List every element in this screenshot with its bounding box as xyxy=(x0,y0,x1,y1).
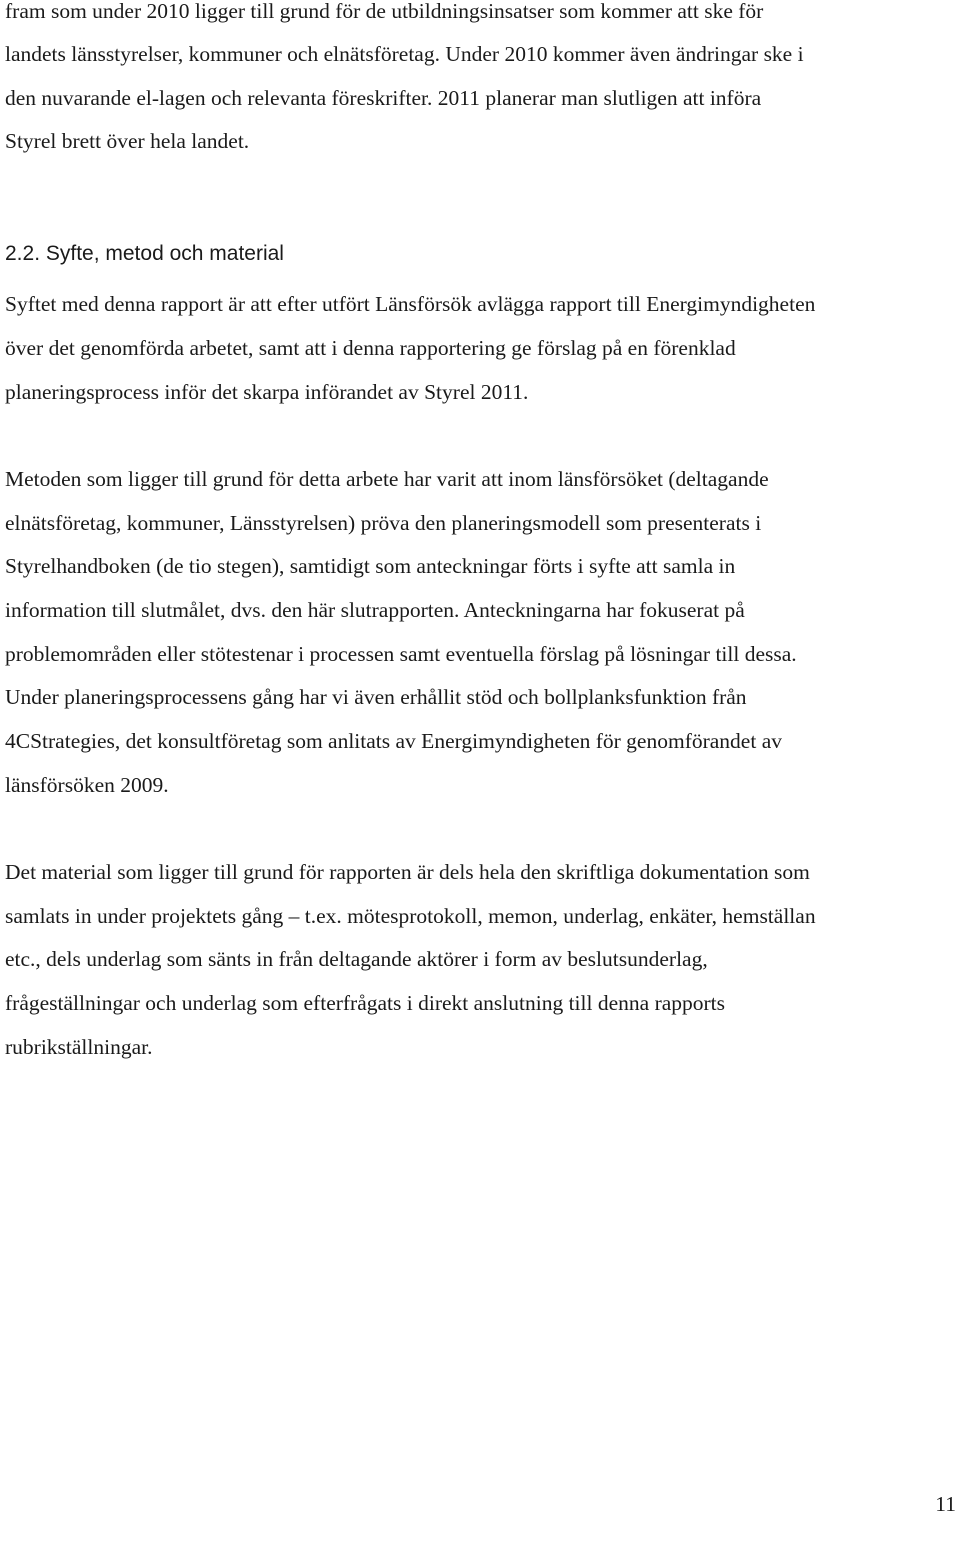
text-line: Styrelhandboken (de tio stegen), samtidigt som anteckningar förts i syfte att samla in xyxy=(5,554,736,578)
text-line: landets länsstyrelser, kommuner och elnätsföretag. Under 2010 kommer även ändringar ske i xyxy=(5,42,804,66)
text-line: Det material som ligger till grund för rapporten är dels hela den skriftliga dokumentation som xyxy=(5,860,810,884)
text-line: frågeställningar och underlag som efterfrågats i direkt anslutning till denna rapports xyxy=(5,991,726,1015)
text-line: planeringsprocess inför det skarpa införandet av Styrel 2011. xyxy=(5,380,529,404)
text-line: Styrel brett över hela landet. xyxy=(5,129,250,153)
text-line: rubrikställningar. xyxy=(5,1035,153,1059)
text-line: den nuvarande el-lagen och relevanta föreskrifter. 2011 planerar man slutligen att införa xyxy=(5,86,762,110)
text-line: länsförsöken 2009. xyxy=(5,773,169,797)
text-line: samlats in under projektets gång – t.ex. mötesprotokoll, memon, underlag, enkäter, hemställan xyxy=(5,904,816,928)
text-line: information till slutmålet, dvs. den här slutrapporten. Anteckningarna har fokuserat på xyxy=(5,598,745,622)
text-line: 4CStrategies, det konsultföretag som anlitats av Energimyndigheten för genomförandet av xyxy=(5,729,782,753)
page-number: 11 xyxy=(935,1492,956,1516)
text-line: Syftet med denna rapport är att efter utfört Länsförsök avlägga rapport till Energimyndigheten xyxy=(5,292,816,316)
text-line: över det genomförda arbetet, samt att i denna rapportering ge förslag på en förenklad xyxy=(5,336,736,360)
text-line: etc., dels underlag som sänts in från deltagande aktörer i form av beslutsunderlag, xyxy=(5,947,708,971)
section-heading: 2.2. Syfte, metod och material xyxy=(5,242,284,265)
text-line: fram som under 2010 ligger till grund för de utbildningsinsatser som kommer att ske för xyxy=(5,0,764,23)
text-line: problemområden eller stötestenar i processen samt eventuella förslag på lösningar till dessa. xyxy=(5,642,797,666)
text-line: Under planeringsprocessens gång har vi även erhållit stöd och bollplanksfunktion från xyxy=(5,685,747,709)
text-line: Metoden som ligger till grund för detta arbete har varit att inom länsförsöket (deltagande xyxy=(5,467,769,491)
text-line: elnätsföretag, kommuner, Länsstyrelsen) pröva den planeringsmodell som presenterats i xyxy=(5,511,762,535)
